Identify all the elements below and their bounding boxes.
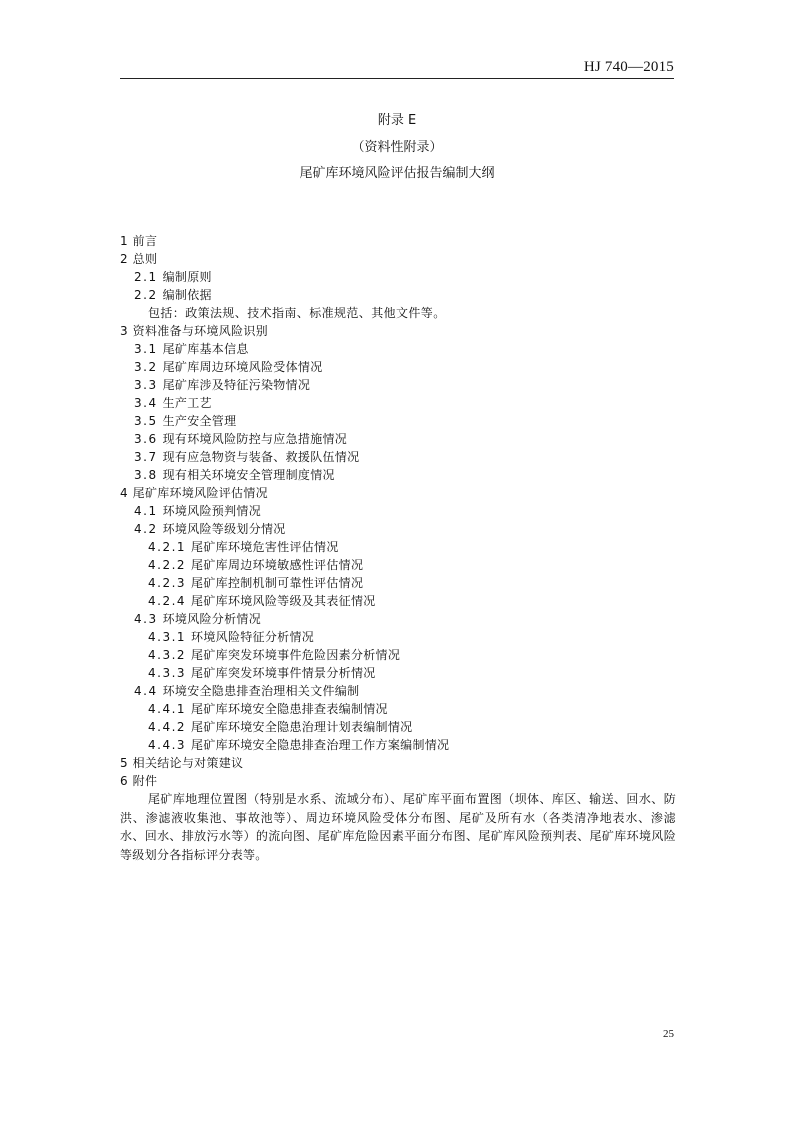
outline-item-text: 尾矿库突发环境事件情景分析情况	[191, 666, 376, 680]
outline-item-text: 相关结论与对策建议	[132, 756, 244, 770]
outline-item-text: 环境风险特征分析情况	[191, 630, 315, 644]
outline-item	[120, 520, 676, 538]
outline-item-number: 3.1	[134, 342, 158, 356]
outline-item-text: 尾矿库环境安全隐患排查治理工作方案编制情况	[191, 738, 450, 752]
outline-item-text: 尾矿库环境安全隐患排查表编制情况	[191, 702, 388, 716]
outline-item-text: 环境安全隐患排查治理相关文件编制	[162, 684, 360, 698]
outline-item-number: 3.6	[134, 432, 158, 446]
outline-item-number: 5	[120, 756, 128, 770]
outline-item-number: 4.2	[134, 522, 158, 536]
outline-item-text: 环境风险分析情况	[162, 612, 261, 626]
outline-item-text: 尾矿库控制机制可靠性评估情况	[191, 576, 364, 590]
outline-item-text: 尾矿库涉及特征污染物情况	[162, 378, 311, 392]
outline-item-number: 3.4	[134, 396, 158, 410]
outline-item-number: 4.2.2	[148, 558, 187, 572]
outline-item	[120, 250, 676, 268]
outline-item	[120, 682, 676, 700]
outline-item-text: 尾矿库周边环境敏感性评估情况	[191, 558, 364, 572]
outline-item-text: 前言	[132, 234, 158, 248]
outline-item	[120, 610, 676, 628]
outline-item-text: 生产安全管理	[162, 414, 237, 428]
outline-item	[120, 664, 676, 682]
outline-item-text: 尾矿库环境风险等级及其表征情况	[191, 594, 376, 608]
outline-item-text: 尾矿库环境安全隐患治理计划表编制情况	[191, 720, 413, 734]
outline-item-text: 资料准备与环境风险识别	[132, 324, 268, 338]
outline-item-number: 4.4	[134, 684, 158, 698]
outline-item-text: 尾矿库环境风险评估情况	[132, 486, 268, 500]
outline-item-text: 尾矿库周边环境风险受体情况	[162, 360, 323, 374]
appendix-title: 尾矿库环境风险评估报告编制大纲	[299, 166, 495, 181]
outline-item-number: 3.7	[134, 450, 158, 464]
outline-item-text: 编制依据	[162, 288, 212, 302]
outline-item-number: 3.8	[134, 468, 158, 482]
outline-item	[120, 700, 676, 718]
outline-item-number: 3	[120, 324, 128, 338]
outline-item	[120, 466, 676, 484]
outline-note: 包括：政策法规、技术指南、标准规范、其他文件等。	[148, 306, 446, 320]
outline-item	[120, 574, 676, 592]
outline-item	[120, 646, 676, 664]
outline-item-text: 环境风险预判情况	[162, 504, 261, 518]
outline-item-number: 4.4.1	[148, 702, 187, 716]
outline-item	[120, 340, 676, 358]
outline-item-number: 4.2.3	[148, 576, 187, 590]
outline-item	[120, 502, 676, 520]
outline-list	[120, 232, 676, 864]
appendix-type-note: （资料性附录）	[351, 140, 443, 155]
outline-item	[120, 322, 676, 340]
outline-item-text: 生产工艺	[162, 396, 212, 410]
outline-item-number: 4.4.2	[148, 720, 187, 734]
outline-item-number: 4	[120, 486, 128, 500]
outline-item	[120, 394, 676, 412]
outline-item-number: 3.5	[134, 414, 158, 428]
outline-item-text: 现有环境风险防控与应急措施情况	[162, 432, 348, 446]
outline-item	[120, 430, 676, 448]
attachment-description: 尾矿库地理位置图（特别是水系、流域分布）、尾矿库平面布置图（坝体、库区、输送、回水、防洪、渗滤液收集池、事故池等）、周边环境风险受体分布图、尾矿及所有水（各类清净地表水、渗滤水、回水、排放污水等）的流向图、尾矿库危险因素平面分布图、尾矿库风险预判表、尾矿库环境风险等级划分各指标评分表等。	[120, 792, 676, 862]
outline-item	[120, 754, 676, 772]
outline-item	[120, 448, 676, 466]
outline-item	[120, 286, 676, 304]
outline-item	[120, 232, 676, 250]
outline-item	[120, 268, 676, 286]
outline-item	[120, 412, 676, 430]
outline-item-number: 3.3	[134, 378, 158, 392]
outline-item-text: 现有应急物资与装备、救援队伍情况	[162, 450, 360, 464]
outline-item	[120, 718, 676, 736]
outline-item-number: 4.4.3	[148, 738, 187, 752]
outline-item	[120, 556, 676, 574]
outline-item-text: 尾矿库突发环境事件危险因素分析情况	[191, 648, 401, 662]
outline-item-text: 现有相关环境安全管理制度情况	[162, 468, 335, 482]
outline-item	[120, 538, 676, 556]
appendix-label: 附录 E	[377, 113, 417, 128]
outline-item	[120, 358, 676, 376]
outline-item-number: 4.3.3	[148, 666, 187, 680]
outline-item-number: 2.1	[134, 270, 158, 284]
outline-item-text: 环境风险等级划分情况	[162, 522, 286, 536]
outline-item-number: 6	[120, 774, 128, 788]
outline-item-text: 编制原则	[162, 270, 212, 284]
outline-item	[120, 484, 676, 502]
outline-item-text: 总则	[132, 252, 158, 266]
outline-item	[120, 376, 676, 394]
outline-item	[120, 628, 676, 646]
outline-item-number: 4.2.1	[148, 540, 187, 554]
outline-item-text: 尾矿库基本信息	[162, 342, 249, 356]
outline-item	[120, 772, 676, 790]
outline-item-number: 4.1	[134, 504, 158, 518]
outline-item-number: 4.3	[134, 612, 158, 626]
page-number: 25	[663, 1028, 674, 1040]
outline-item-number: 4.3.2	[148, 648, 187, 662]
outline-item-number: 2	[120, 252, 128, 266]
outline-item-number: 3.2	[134, 360, 158, 374]
outline-item-text: 尾矿库环境危害性评估情况	[191, 540, 339, 554]
outline-item-text: 附件	[132, 774, 158, 788]
standard-code: HJ 740—2015	[583, 59, 674, 75]
outline-item-number: 4.2.4	[148, 594, 187, 608]
outline-item-number: 4.3.1	[148, 630, 187, 644]
outline-item	[120, 736, 676, 754]
outline-item	[120, 592, 676, 610]
page-header	[120, 58, 674, 79]
outline-item-number: 1	[120, 234, 128, 248]
outline-item-number: 2.2	[134, 288, 158, 302]
